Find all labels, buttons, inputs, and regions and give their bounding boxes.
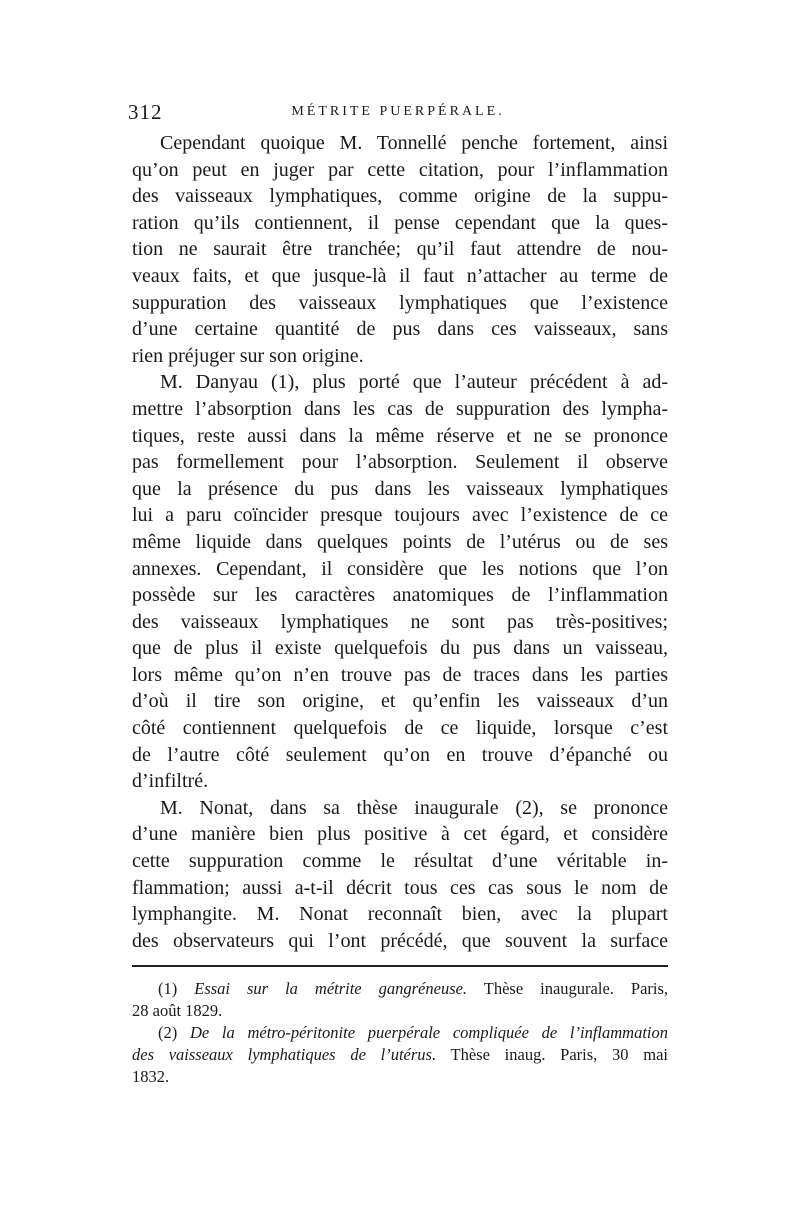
text-line: possède sur les caractères anatomiques de l’inflammation bbox=[132, 584, 668, 607]
text-line: lors même qu’on n’en trouve pas de traces dans les parties bbox=[132, 663, 668, 686]
page-header bbox=[128, 100, 668, 124]
text-line: d’une certaine quantité de pus dans ces vaisseaux, sans bbox=[132, 318, 668, 341]
text-line: même liquide dans quelques points de l’utérus ou de ses bbox=[132, 530, 668, 553]
text-line: qu’on peut en juger par cette citation, pour l’inflammation bbox=[132, 158, 668, 181]
text-line: tiques, reste aussi dans la même réserve et ne se prononce bbox=[132, 424, 668, 447]
running-title: MÉTRITE PUERPÉRALE. bbox=[291, 104, 505, 119]
footnote-2-details: Thèse inaug. Paris, 30 mai bbox=[450, 1045, 669, 1064]
page-number: 312 bbox=[128, 100, 163, 124]
text-line: annexes. Cependant, il considère que les notions que l’on bbox=[132, 557, 668, 580]
footnote-2-title-a: De la métro-péritonite puerpérale compliquée de l’inflammation bbox=[189, 1023, 668, 1042]
text-line: ration qu’ils contiennent, il pense cependant que la ques- bbox=[132, 211, 668, 234]
body-text bbox=[132, 130, 668, 954]
text-line: que de plus il existe quelquefois du pus dans un vaisseau, bbox=[132, 637, 668, 660]
footnote-1-date: 28 août 1829. bbox=[132, 1001, 223, 1020]
text-line: côté contiennent quelquefois de ce liquide, lorsque c’est bbox=[132, 717, 668, 740]
footnote-2-mark: (2) bbox=[158, 1023, 178, 1042]
footnote-2-line2 bbox=[132, 1044, 668, 1066]
text-line: rien préjuger sur son origine. bbox=[132, 344, 364, 367]
text-line: veaux faits, et que jusque-là il faut n’attacher au terme de bbox=[132, 264, 668, 287]
text-line: lui a paru coïncider presque toujours avec l’existence de ce bbox=[132, 504, 668, 527]
footnote-1-title: Essai sur la métrite gangréneuse. bbox=[194, 979, 468, 998]
text-line: suppuration des vaisseaux lymphatiques que l’existence bbox=[132, 291, 668, 314]
text-line: M. Danyau (1), plus porté que l’auteur précédent à ad- bbox=[160, 371, 668, 394]
text-line: lymphangite. M. Nonat reconnaît bien, avec la plupart bbox=[132, 903, 668, 926]
text-line: pas formellement pour l’absorption. Seulement il observe bbox=[132, 451, 668, 474]
text-line: M. Nonat, dans sa thèse inaugurale (2), se prononce bbox=[160, 796, 668, 819]
text-line: de l’autre côté seulement qu’on en trouve d’épanché ou bbox=[132, 743, 668, 766]
text-line: cette suppuration comme le résultat d’une véritable in- bbox=[132, 850, 668, 873]
footnote-2-year: 1832. bbox=[132, 1067, 170, 1086]
footnote-2-title-b: des vaisseaux lymphatiques de l’utérus. bbox=[132, 1045, 437, 1064]
footnote-1-details: Thèse inaugurale. Paris, bbox=[483, 979, 669, 998]
text-line: que la présence du pus dans les vaisseaux lymphatiques bbox=[132, 477, 668, 500]
text-line: des vaisseaux lymphatiques, comme origine de la suppu- bbox=[132, 185, 668, 208]
footnote-1-mark: (1) bbox=[158, 979, 178, 998]
text-line: d’où il tire son origine, et qu’enfin les vaisseaux d’un bbox=[132, 690, 668, 713]
footnote-2 bbox=[132, 1022, 668, 1044]
text-line: flammation; aussi a-t-il décrit tous ces cas sous le nom de bbox=[132, 876, 668, 899]
footnote-divider bbox=[132, 965, 668, 967]
text-line: mettre l’absorption dans les cas de suppuration des lympha- bbox=[132, 397, 668, 420]
footnote-1 bbox=[132, 978, 668, 1000]
footnotes bbox=[132, 978, 668, 1088]
text-line: des vaisseaux lymphatiques ne sont pas très-positives; bbox=[132, 610, 668, 633]
text-line: d’une manière bien plus positive à cet égard, et considère bbox=[132, 823, 668, 846]
text-line: tion ne saurait être tranchée; qu’il faut attendre de nou- bbox=[132, 238, 668, 261]
text-line: Cependant quoique M. Tonnellé penche fortement, ainsi bbox=[160, 132, 668, 154]
text-line: des observateurs qui l’ont précédé, que souvent la surface bbox=[132, 929, 668, 952]
text-line: d’infiltré. bbox=[132, 770, 209, 793]
